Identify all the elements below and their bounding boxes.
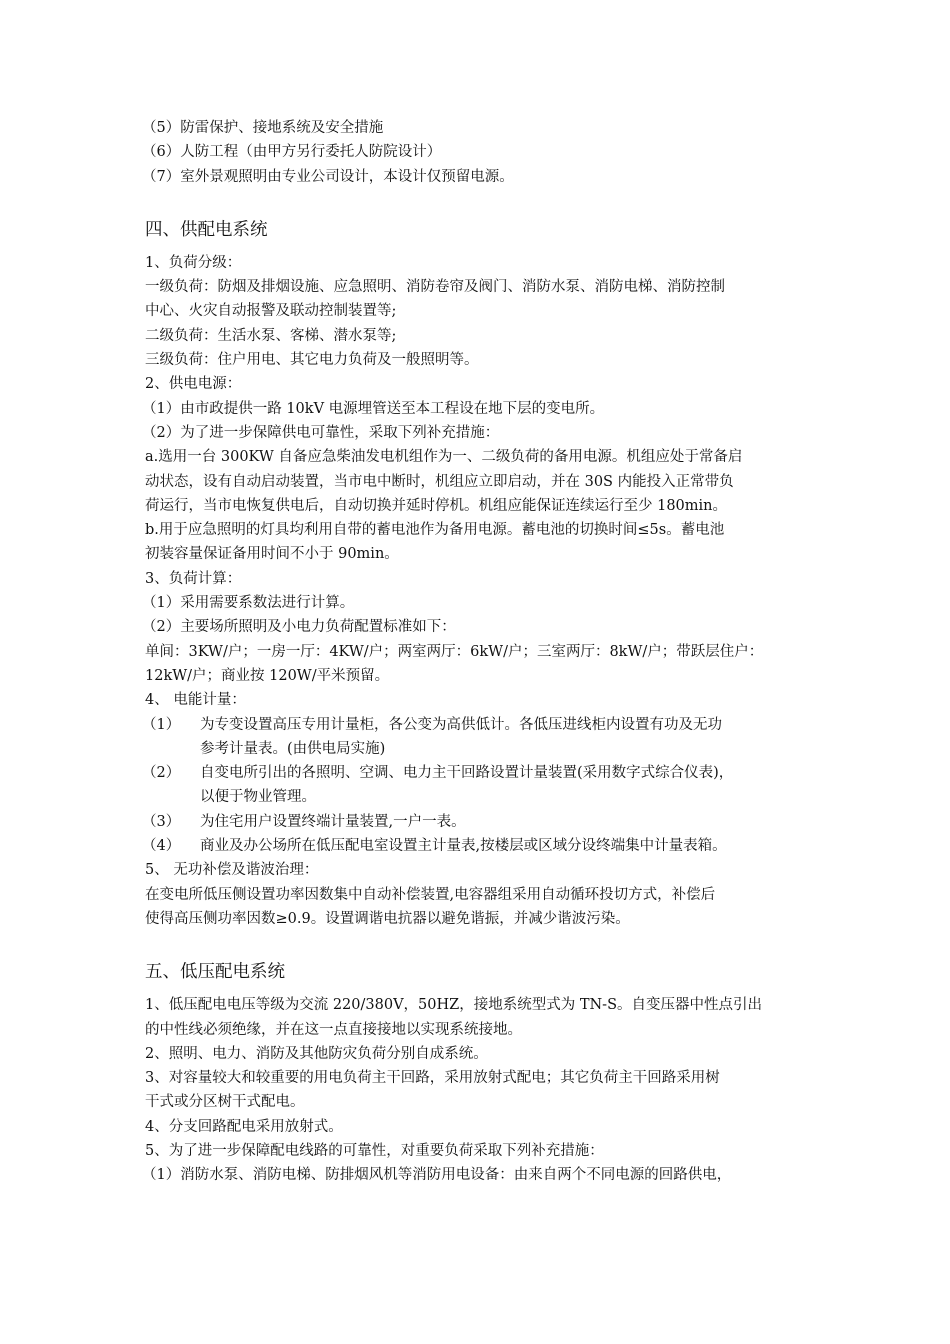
text-line: （1）采用需要系数法进行计算。 [142,595,355,612]
text-line: （7）室外景观照明由专业公司设计，本设计仅预留电源。 [142,168,514,185]
section-3-tail [142,116,813,189]
text-line: （1）由市政提供一路 10kV 电源埋管送至本工程设在地下层的变电所。 [142,400,605,417]
list-item [142,834,813,858]
subsection-title: 1、负荷分级： [145,254,242,271]
text-line: 中心、火灾自动报警及联动控制装置等; [145,303,397,320]
text-line: 单间：3KW/户；一房一厅：4KW/户；两室两厅：6kW/户；三室两厅：8kW/户；带跃层住户： [145,643,764,660]
document-page [142,116,813,1188]
list-number: （2） [142,765,181,782]
list-number: （3） [142,813,181,830]
text-line: 为住宅用户设置终端计量装置,一户一表。 [200,813,466,830]
text-line: （6）人防工程（由甲方另行委托人防院设计） [142,144,442,161]
text-line: 初装容量保证备用时间不小于 90min。 [145,546,399,563]
text-line: 自变电所引出的各照明、空调、电力主干回路设置计量装置(采用数字式综合仪表)， [200,765,734,782]
list-number: （4） [142,838,181,855]
list-item [142,761,813,810]
text-line: （5）防雷保护、接地系统及安全措施 [142,120,384,136]
text-line: 三级负荷：住户用电、其它电力负荷及一般照明等。 [145,352,479,369]
text-line: 以便于物业管理。 [200,789,316,806]
text-line: 为专变设置高压专用计量柜，各公变为高供低计。各低压进线柜内设置有功及无功 [200,716,722,733]
text-line: （2）为了进一步保障供电可靠性，采取下列补充措施： [142,424,500,441]
subsection-title: 3、负荷计算： [145,570,242,587]
text-line: 12kW/户；商业按 120W/平米预留。 [145,667,390,684]
text-line: 二级负荷：生活水泵、客梯、潜水泵等; [145,327,397,344]
text-line: b.用于应急照明的灯具均利用自带的蓄电池作为备用电源。蓄电池的切换时间≤5s。蓄电池 [145,522,725,539]
text-line: 的中性线必须绝缘，并在这一点直接接地以实现系统接地。 [145,1021,522,1038]
section-5 [142,958,813,1187]
list-item [142,713,813,762]
text-line: a.选用一台 300KW 自备应急柴油发电机组作为一、二级负荷的备用电源。机组应处于常备启 [145,449,743,466]
text-line: 参考计量表。(由供电局实施) [200,740,386,757]
text-line: 动状态，设有自动启动装置，当市电中断时，机组应立即启动，并在 30S 内能投入正常带负 [145,473,734,490]
subsection-title: 4、 电能计量： [145,692,246,709]
text-line: 商业及办公场所在低压配电室设置主计量表,按楼层或区域分设终端集中计量表箱。 [200,838,727,855]
text-line: 2、照明、电力、消防及其他防灾负荷分别自成系统。 [145,1045,488,1062]
text-line: （1）消防水泵、消防电梯、防排烟风机等消防用电设备：由来自两个不同电源的回路供电， [142,1167,732,1184]
list-item [142,810,813,834]
text-line: 4、分支回路配电采用放射式。 [145,1118,343,1135]
text-line: 5、为了进一步保障配电线路的可靠性，对重要负荷采取下列补充措施： [145,1142,604,1159]
text-line: （2）主要场所照明及小电力负荷配置标准如下： [142,619,456,636]
text-line: 使得高压侧功率因数≥0.9。设置调谐电抗器以避免谐振，并减少谐波污染。 [145,910,630,927]
text-line: 荷运行，当市电恢复供电后，自动切换并延时停机。机组应能保证连续运行至少 180min。 [145,497,728,514]
text-line: 干式或分区树干式配电。 [145,1094,305,1111]
text-line: 3、对容量较大和较重要的用电负荷主干回路，采用放射式配电；其它负荷主干回路采用树 [145,1070,720,1087]
section-heading: 五、低压配电系统 [145,962,285,983]
list-number: （1） [142,716,181,733]
text-line: 在变电所低压侧设置功率因数集中自动补偿装置,电容器组采用自动循环投切方式，补偿后 [145,886,716,903]
subsection-title: 2、供电电源： [145,376,242,393]
section-heading: 四、供配电系统 [145,219,268,240]
section-4 [142,216,813,931]
text-line: 1、低压配电电压等级为交流 220/380V，50HZ，接地系统型式为 TN-S。自变压器中性点引出 [145,997,763,1014]
subsection-title: 5、 无功补偿及谐波治理： [145,862,319,879]
text-line: 一级负荷：防烟及排烟设施、应急照明、消防卷帘及阀门、消防水泵、消防电梯、消防控制 [145,279,725,296]
